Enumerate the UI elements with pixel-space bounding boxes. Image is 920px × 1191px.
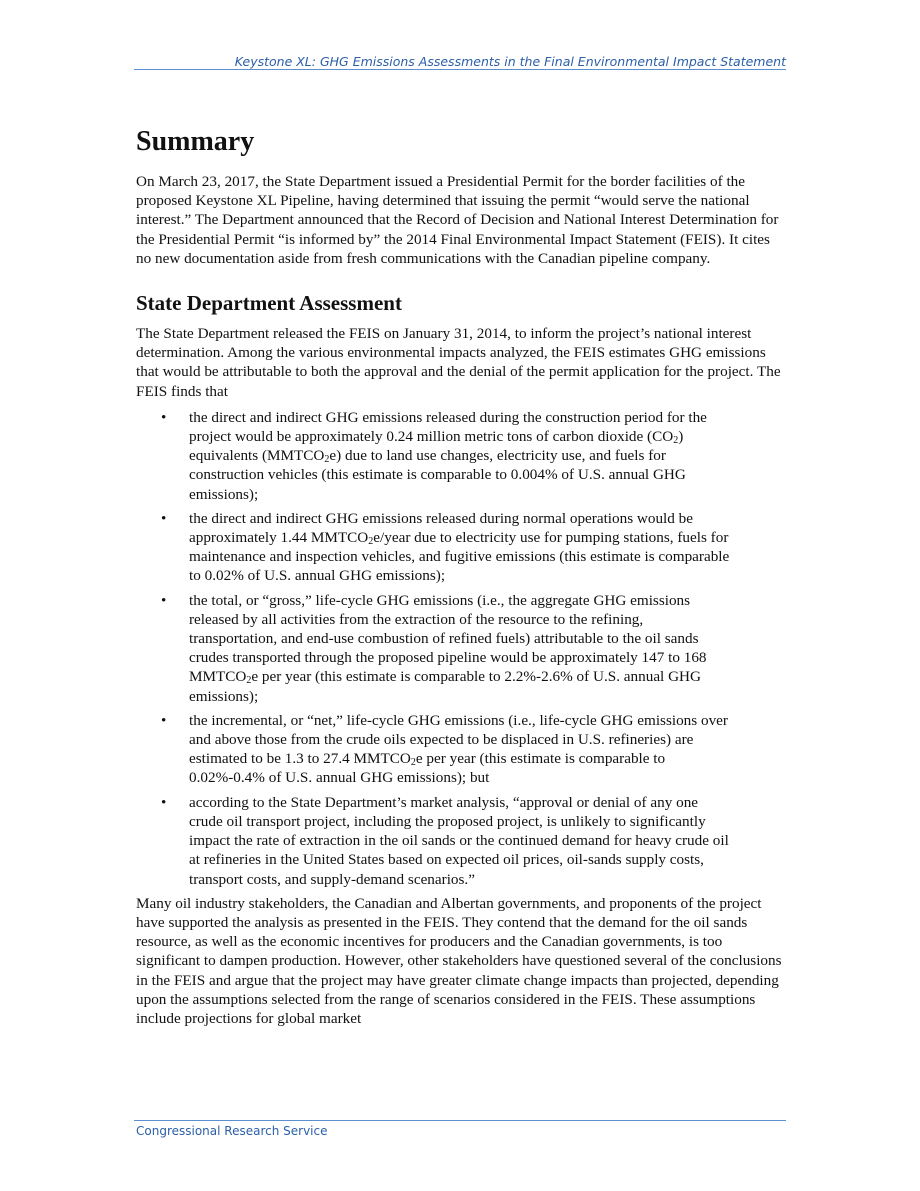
assessment-heading: State Department Assessment: [136, 291, 402, 316]
stakeholders-paragraph: Many oil industry stakeholders, the Canadian and Albertan governments, and proponents of the project have supported the analysis as presented in the FEIS. They contend that the demand for the oil sands resource, as well as the economic incentives for producers and the Canadian governments, is too significant to dampen production. However, other stakeholders have questioned several of the conclusions in the FEIS and argue that the project may have greater climate change impacts than projected, depending upon the assumptions selected from the range of scenarios considered in the FEIS. These assumptions include projections for global market: [136, 894, 782, 1027]
bullet-marker: •: [161, 408, 167, 426]
header-divider: [134, 69, 786, 70]
bullet-marker: •: [161, 711, 167, 729]
findings-list: [136, 408, 784, 889]
summary-intro-paragraph: On March 23, 2017, the State Department issued a Presidential Permit for the border facilities of the proposed Keystone XL Pipeline, having determined that issuing the permit “would serve the national interest.” The Department announced that the Record of Decision and National Interest Determination for the Presidential Permit “is informed by” the 2014 Final Environmental Impact Statement (FEIS). It cites no new documentation aside from fresh communications with the Canadian pipeline company.: [136, 173, 779, 267]
bullet-marker: •: [161, 793, 167, 811]
footer-divider: [134, 1120, 786, 1121]
finding-net-lifecycle: • the incremental, or “net,” life-cycle GHG emissions (i.e., life-cycle GHG emissions over and above those from the crude oils expected to be displaced in U.S. refineries) are estimated to be 1.3 to 27.4 $MMTCO_2e$ per year (this estimate is comparable to 0.02%-0.4% of U.S. annual GHG emissions); but: [161, 711, 728, 787]
summary-heading: Summary: [136, 126, 255, 157]
bullet-marker: •: [161, 591, 167, 609]
running-header: Keystone XL: GHG Emissions Assessments in the Final Environmental Impact Statement: [234, 54, 786, 69]
footer-publisher: Congressional Research Service: [136, 1124, 328, 1138]
finding-construction: • the direct and indirect GHG emissions released during the construction period for the project would be approximately 0.24 million metric tons of carbon dioxide $(CO_2)$ equivalents $(MMTCO_2e)$ due to land use changes, electricity use, and fuels for construction vehicles (this estimate is comparable to 0.004% of U.S. annual GHG emissions);: [161, 408, 707, 503]
page-body: [136, 122, 784, 1028]
bullet-marker: •: [161, 509, 167, 527]
finding-operations: • the direct and indirect GHG emissions released during normal operations would be approximately 1.44 $MMTCO_2e$/year due to electricity use for pumping stations, fuels for maintenance and inspection vehicles, and fugitive emissions (this estimate is comparable to 0.02% of U.S. annual GHG emissions);: [161, 509, 730, 585]
finding-market-analysis: • according to the State Department’s market analysis, “approval or denial of any one crude oil transport project, including the proposed project, is unlikely to significantly impact the rate of extraction in the oil sands or the continued demand for heavy crude oil at refineries in the United States based on expected oil prices, oil-sands supply costs, transport costs, and supply-demand scenarios.”: [161, 793, 729, 888]
assessment-intro-paragraph: The State Department released the FEIS on January 31, 2014, to inform the project’s national interest determination. Among the various environmental impacts analyzed, the FEIS estimates GHG emissions that would be attributable to both the approval and the denial of the permit application for the project. The FEIS finds that: [136, 325, 781, 400]
finding-gross-lifecycle: • the total, or “gross,” life-cycle GHG emissions (i.e., the aggregate GHG emissions released by all activities from the extraction of the resource to the refining, transportation, and end-use combustion of refined fuels) attributable to the oil sands crudes transported through the proposed pipeline would be approximately 147 to 168 $MMTCO_2e$ per year (this estimate is comparable to 2.2%-2.6% of U.S. annual GHG emissions);: [161, 591, 707, 705]
